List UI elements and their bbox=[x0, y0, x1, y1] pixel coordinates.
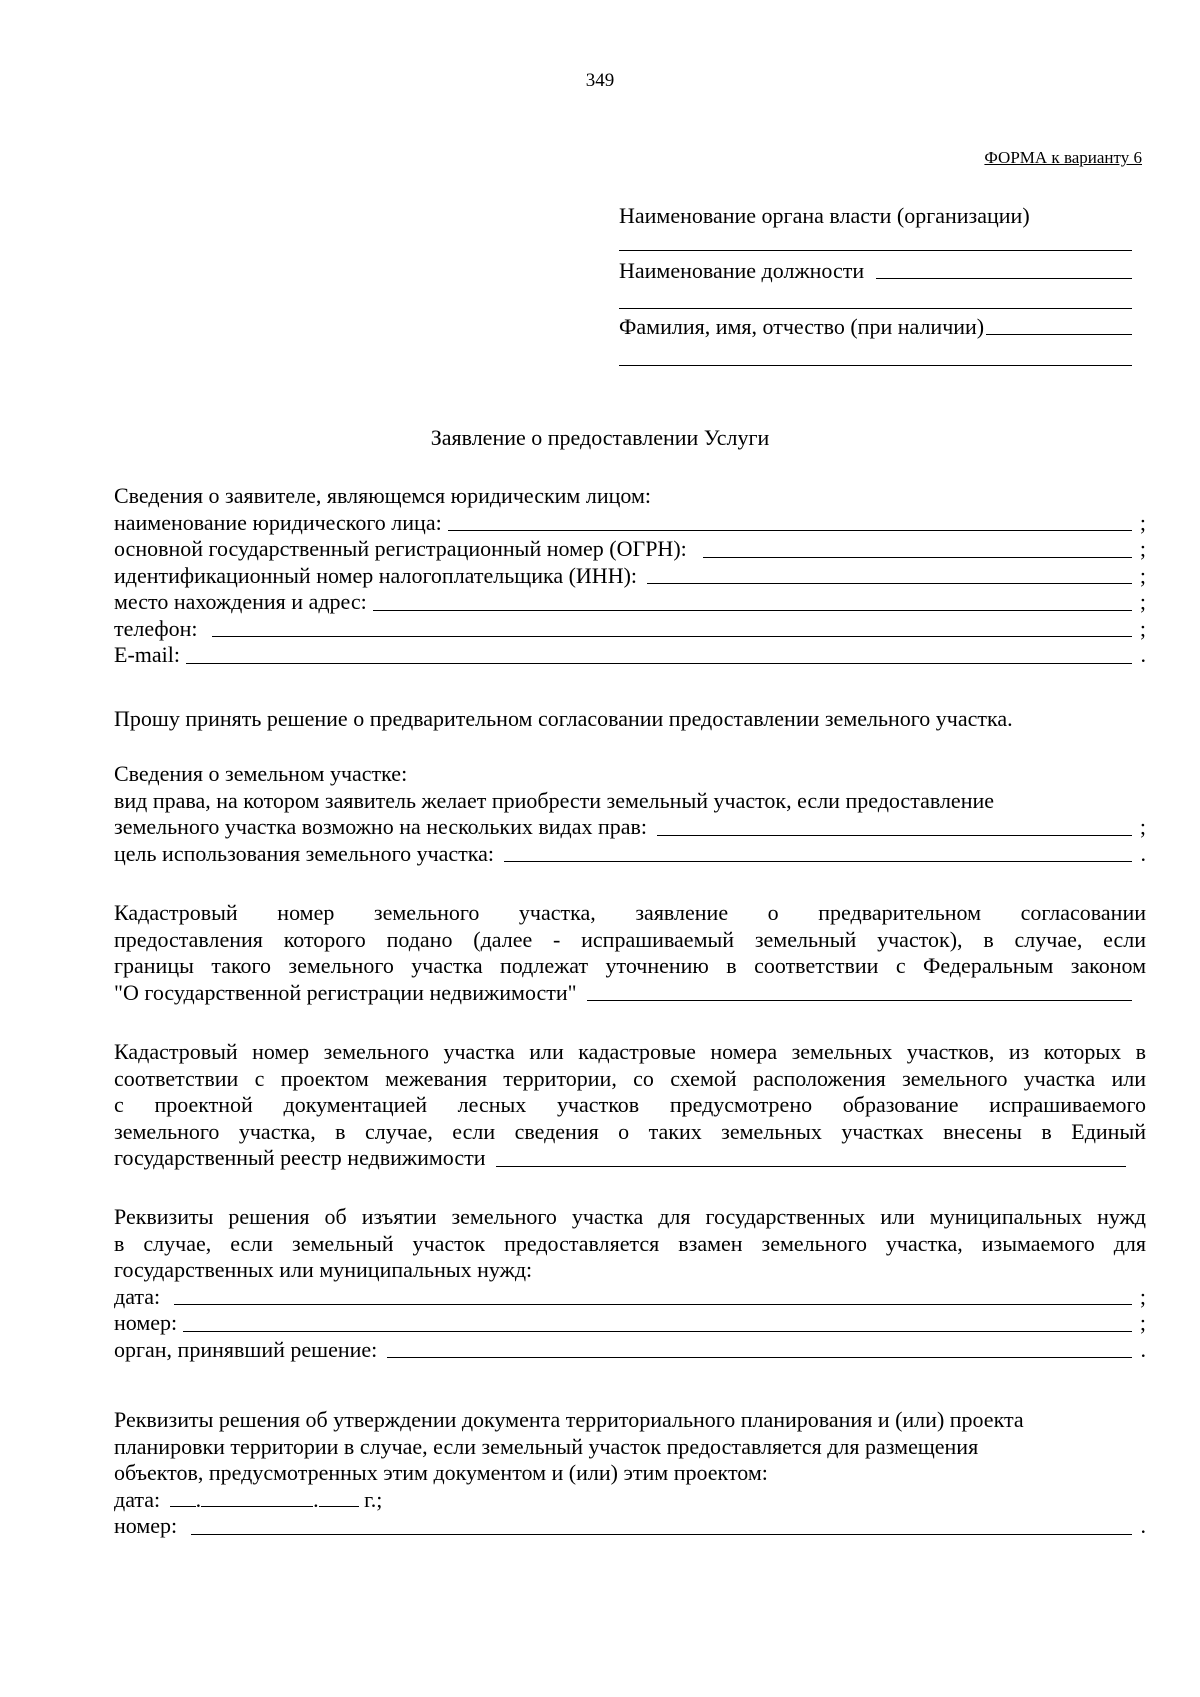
legal-name-input[interactable] bbox=[448, 530, 1132, 531]
paragraph-line: объектов, предусмотренных этим документом и (или) этим проектом: bbox=[114, 1460, 768, 1485]
date-separator: . bbox=[195, 1486, 202, 1512]
field-end: ; bbox=[1139, 814, 1146, 839]
paragraph-line: Кадастровый номер земельного участка или кадастровые номера земельных участков, из которых в bbox=[114, 1039, 1146, 1064]
paragraph-line: государственных или муниципальных нужд: bbox=[114, 1257, 533, 1282]
seizure-section bbox=[114, 1204, 1146, 1363]
planning-number-input[interactable] bbox=[191, 1534, 1132, 1535]
field-end: ; bbox=[1139, 615, 1146, 641]
date-month-input[interactable] bbox=[201, 1505, 313, 1507]
paragraph-line: соответствии с проектом межевания территории, со схемой расположения земельного участка или bbox=[114, 1065, 1146, 1091]
field-label: орган, принявший решение: bbox=[114, 1336, 378, 1362]
field-end: . bbox=[1140, 840, 1146, 866]
field-end: ; bbox=[1139, 536, 1146, 561]
applicant-section bbox=[114, 483, 1146, 669]
field-label: место нахождения и адрес: bbox=[114, 589, 367, 614]
position-label: Наименование должности bbox=[619, 258, 865, 283]
field-label: дата: bbox=[114, 1486, 161, 1512]
field-label: земельного участка возможно на нескольких видах прав: bbox=[114, 814, 647, 839]
phone-input[interactable] bbox=[212, 636, 1132, 637]
paragraph-line: планировки территории в случае, если земельный участок предоставляется для размещения bbox=[114, 1433, 979, 1459]
field-address bbox=[114, 589, 1146, 616]
request-text: Прошу принять решение о предварительном согласовании предоставлении земельного участка. bbox=[114, 706, 1013, 731]
field-seizure-authority bbox=[114, 1337, 1146, 1364]
field-end: ; bbox=[1139, 509, 1146, 535]
cadastral-number-section bbox=[114, 900, 1146, 1006]
field-seizure-date bbox=[114, 1284, 1146, 1311]
field-label: номер: bbox=[114, 1310, 178, 1335]
field-label: "О государственной регистрации недвижимости" bbox=[114, 979, 577, 1005]
fio-field[interactable] bbox=[986, 334, 1132, 335]
fio-row bbox=[619, 314, 1132, 340]
paragraph-line: Кадастровый номер земельного участка, заявление о предварительном согласовании bbox=[114, 900, 1146, 925]
fio-line-2[interactable] bbox=[619, 365, 1132, 366]
seizure-number-input[interactable] bbox=[183, 1331, 1132, 1332]
field-end: ; bbox=[1139, 1283, 1146, 1309]
position-row bbox=[619, 258, 1132, 284]
authority-label: Наименование органа власти (организации) bbox=[619, 203, 1030, 228]
field-label: E-mail: bbox=[114, 642, 180, 667]
cadastral-number-input[interactable] bbox=[587, 1000, 1132, 1001]
field-label: основной государственный регистрационный номер (ОГРН): bbox=[114, 536, 687, 561]
field-email bbox=[114, 642, 1146, 669]
field-legal-name bbox=[114, 510, 1146, 537]
field-inn bbox=[114, 563, 1146, 590]
field-purpose bbox=[114, 841, 1146, 868]
field-label: наименование юридического лица: bbox=[114, 509, 442, 535]
field-cadastral-number bbox=[114, 980, 1146, 1007]
document-title: Заявление о предоставлении Услуги bbox=[430, 425, 770, 450]
form-reference: ФОРМА к варианту 6 bbox=[984, 148, 1142, 167]
right-kind-line-1: вид права, на котором заявитель желает приобрести земельный участок, если предоставление bbox=[114, 787, 994, 813]
seizure-authority-input[interactable] bbox=[387, 1357, 1132, 1358]
source-cadastral-input[interactable] bbox=[496, 1166, 1127, 1167]
inn-input[interactable] bbox=[647, 583, 1132, 584]
date-suffix: г.; bbox=[364, 1486, 383, 1512]
field-planning-number bbox=[114, 1513, 1146, 1540]
field-phone bbox=[114, 616, 1146, 643]
fio-label: Фамилия, имя, отчество (при наличии) bbox=[619, 314, 985, 339]
paragraph-line: Реквизиты решения об утверждении документа территориального планирования и (или) проекта bbox=[114, 1407, 1024, 1432]
right-kind-input[interactable] bbox=[657, 835, 1132, 836]
field-label: идентификационный номер налогоплательщика (ИНН): bbox=[114, 562, 638, 588]
email-input[interactable] bbox=[186, 663, 1132, 664]
field-label: цель использования земельного участка: bbox=[114, 840, 495, 866]
date-year-input[interactable] bbox=[319, 1505, 359, 1507]
field-end: . bbox=[1140, 1336, 1146, 1362]
field-end: ; bbox=[1139, 562, 1146, 588]
field-label: государственный реестр недвижимости bbox=[114, 1145, 486, 1170]
field-seizure-number bbox=[114, 1310, 1146, 1337]
date-separator: . bbox=[313, 1486, 319, 1512]
field-label: телефон: bbox=[114, 615, 198, 641]
field-planning-date bbox=[114, 1487, 1146, 1514]
planning-section bbox=[114, 1407, 1146, 1540]
page-number: 349 bbox=[585, 70, 615, 91]
ogrn-input[interactable] bbox=[703, 557, 1132, 558]
paragraph-line: Реквизиты решения об изъятии земельного участка для государственных или муниципальных нужд bbox=[114, 1204, 1146, 1229]
field-end: . bbox=[1140, 1513, 1146, 1538]
purpose-input[interactable] bbox=[504, 861, 1132, 862]
field-end: ; bbox=[1139, 1310, 1146, 1335]
paragraph-line: в случае, если земельный участок предоставляется взамен земельного участка, изымаемого для bbox=[114, 1230, 1146, 1256]
field-label: дата: bbox=[114, 1283, 161, 1309]
position-field[interactable] bbox=[876, 278, 1132, 279]
date-day-input[interactable] bbox=[170, 1505, 196, 1507]
paragraph-line: предоставления которого подано (далее - испрашиваемый земельный участок), в случае, если bbox=[114, 926, 1146, 952]
field-label: номер: bbox=[114, 1513, 178, 1538]
authority-line[interactable] bbox=[619, 250, 1132, 251]
paragraph-line: с проектной документацией лесных участков предусмотрено образование испрашиваемого bbox=[114, 1092, 1146, 1117]
field-source-cadastral bbox=[114, 1145, 1146, 1172]
plot-section bbox=[114, 761, 1146, 867]
position-line-2[interactable] bbox=[619, 308, 1132, 309]
source-cadastral-section bbox=[114, 1039, 1146, 1172]
field-end: ; bbox=[1139, 589, 1146, 614]
seizure-date-input[interactable] bbox=[174, 1304, 1132, 1305]
field-right-kind bbox=[114, 814, 1146, 841]
paragraph-line: земельного участка, в случае, если сведения о таких земельных участках внесены в Единый bbox=[114, 1118, 1146, 1144]
field-ogrn bbox=[114, 536, 1146, 563]
field-end: . bbox=[1140, 642, 1146, 667]
paragraph-line: границы такого земельного участка подлежат уточнению в соответствии с Федеральным законом bbox=[114, 953, 1146, 978]
plot-heading: Сведения о земельном участке: bbox=[114, 761, 408, 786]
applicant-heading: Сведения о заявителе, являющемся юридическим лицом: bbox=[114, 483, 651, 508]
address-input[interactable] bbox=[373, 610, 1132, 611]
